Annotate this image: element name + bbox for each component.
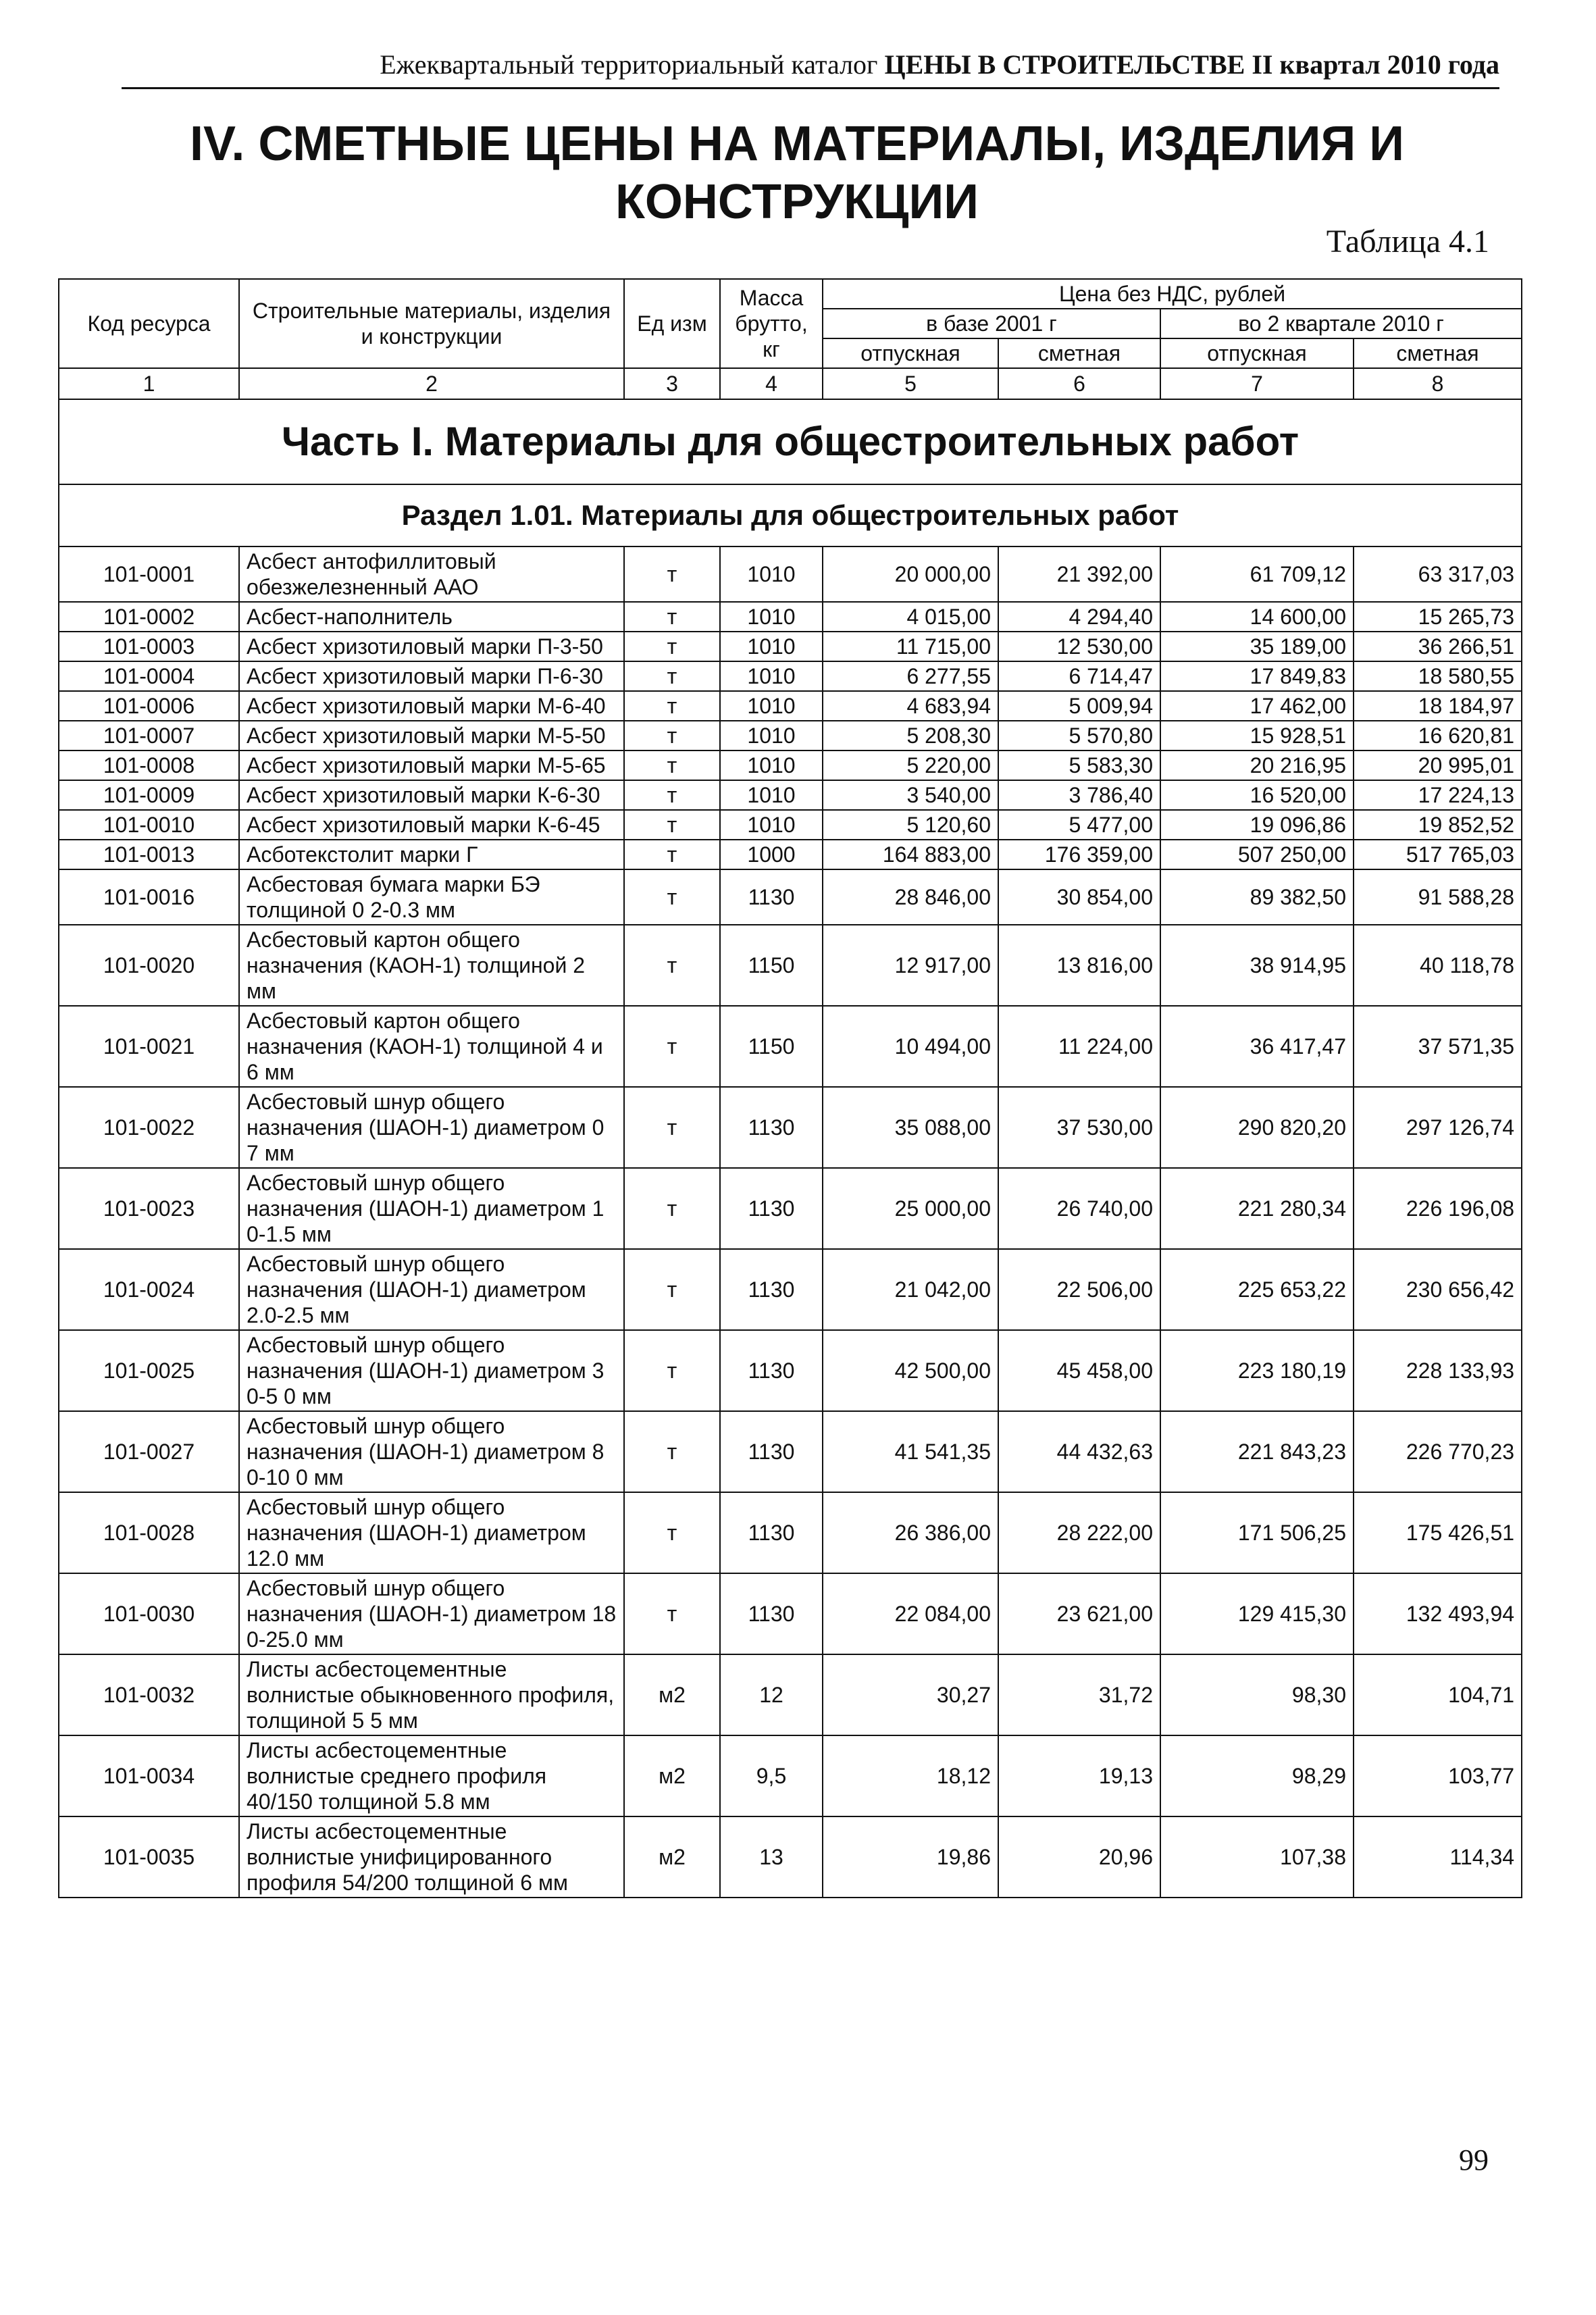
- col-price-header: Цена без НДС, рублей: [823, 279, 1522, 309]
- section-title-line1: IV. СМЕТНЫЕ ЦЕНЫ НА МАТЕРИАЛЫ, ИЗДЕЛИЯ И: [189, 117, 1405, 171]
- current-estimate-price-cell: 17 224,13: [1354, 780, 1522, 810]
- unit-cell: т: [624, 546, 720, 602]
- table-row: [59, 1573, 1522, 1654]
- current-release-price-cell: 171 506,25: [1160, 1492, 1354, 1573]
- mass-cell: 1010: [720, 632, 823, 661]
- base-estimate-price-cell: 30 854,00: [998, 869, 1160, 925]
- current-release-price-cell: 36 417,47: [1160, 1006, 1354, 1087]
- base-release-price-cell: 30,27: [823, 1654, 998, 1735]
- base-estimate-price-cell: 21 392,00: [998, 546, 1160, 602]
- resource-code-cell: 101-0023: [59, 1168, 239, 1249]
- col-unit-header: Ед изм: [624, 279, 720, 368]
- table-label: Таблица 4.1: [1326, 224, 1489, 259]
- table-row: [59, 1087, 1522, 1168]
- current-estimate-price-cell: 37 571,35: [1354, 1006, 1522, 1087]
- table-row: [59, 691, 1522, 721]
- material-name-cell: Листы асбестоцементные волнистые обыкновенного профиля, толщиной 5 5 мм: [239, 1654, 624, 1735]
- mass-cell: 1130: [720, 1168, 823, 1249]
- base-estimate-price-cell: 6 714,47: [998, 661, 1160, 691]
- header-catalog: ЦЕНЫ В СТРОИТЕЛЬСТВЕ II квартал 2010 года: [884, 49, 1499, 80]
- resource-code-cell: 101-0008: [59, 751, 239, 780]
- unit-cell: т: [624, 1573, 720, 1654]
- table-row: [59, 602, 1522, 632]
- unit-cell: т: [624, 925, 720, 1006]
- resource-code-cell: 101-0006: [59, 691, 239, 721]
- mass-cell: 1010: [720, 602, 823, 632]
- base-estimate-price-cell: 23 621,00: [998, 1573, 1160, 1654]
- current-release-price-cell: 223 180,19: [1160, 1330, 1354, 1411]
- table-row: [59, 1411, 1522, 1492]
- base-estimate-price-cell: 5 570,80: [998, 721, 1160, 751]
- current-release-price-cell: 16 520,00: [1160, 780, 1354, 810]
- base-release-price-cell: 10 494,00: [823, 1006, 998, 1087]
- base-release-price-cell: 5 208,30: [823, 721, 998, 751]
- mass-cell: 1150: [720, 1006, 823, 1087]
- resource-code-cell: 101-0024: [59, 1249, 239, 1330]
- table-row: [59, 869, 1522, 925]
- resource-code-cell: 101-0021: [59, 1006, 239, 1087]
- mass-cell: 1130: [720, 1492, 823, 1573]
- unit-cell: т: [624, 1168, 720, 1249]
- column-number: 1: [59, 368, 239, 399]
- current-estimate-price-cell: 104,71: [1354, 1654, 1522, 1735]
- table-row: [59, 751, 1522, 780]
- price-table: [58, 278, 1522, 1898]
- base-estimate-price-cell: 5 477,00: [998, 810, 1160, 840]
- unit-cell: т: [624, 1006, 720, 1087]
- col-current-header: во 2 квартале 2010 г: [1160, 309, 1522, 338]
- running-header: [122, 49, 1499, 89]
- current-estimate-price-cell: 297 126,74: [1354, 1087, 1522, 1168]
- column-number: 2: [239, 368, 624, 399]
- material-name-cell: Асбестовый шнур общего назначения (ШАОН-1) диаметром 2.0-2.5 мм: [239, 1249, 624, 1330]
- unit-cell: т: [624, 721, 720, 751]
- current-estimate-price-cell: 15 265,73: [1354, 602, 1522, 632]
- current-estimate-price-cell: 36 266,51: [1354, 632, 1522, 661]
- table-row: [59, 721, 1522, 751]
- mass-cell: 1010: [720, 546, 823, 602]
- base-release-price-cell: 6 277,55: [823, 661, 998, 691]
- part-heading: Часть I. Материалы для общестроительных работ: [59, 399, 1522, 484]
- current-release-price-cell: 20 216,95: [1160, 751, 1354, 780]
- current-release-price-cell: 38 914,95: [1160, 925, 1354, 1006]
- col-mass-header: Масса брутто, кг: [720, 279, 823, 368]
- section-title: [155, 115, 1439, 231]
- resource-code-cell: 101-0001: [59, 546, 239, 602]
- current-estimate-price-cell: 103,77: [1354, 1735, 1522, 1816]
- unit-cell: т: [624, 1249, 720, 1330]
- unit-cell: т: [624, 810, 720, 840]
- current-estimate-price-cell: 18 580,55: [1354, 661, 1522, 691]
- table-row: [59, 1654, 1522, 1735]
- unit-cell: т: [624, 1330, 720, 1411]
- material-name-cell: Асбест хризотиловый марки М-5-50: [239, 721, 624, 751]
- material-name-cell: Асбестовый картон общего назначения (КАОН-1) толщиной 2 мм: [239, 925, 624, 1006]
- column-numbers-row: [59, 368, 1522, 399]
- material-name-cell: Асбестовый шнур общего назначения (ШАОН-1) диаметром 0 7 мм: [239, 1087, 624, 1168]
- current-release-price-cell: 17 462,00: [1160, 691, 1354, 721]
- base-estimate-price-cell: 5 009,94: [998, 691, 1160, 721]
- resource-code-cell: 101-0004: [59, 661, 239, 691]
- unit-cell: м2: [624, 1816, 720, 1898]
- material-name-cell: Асбест-наполнитель: [239, 602, 624, 632]
- part-heading-row: [59, 399, 1522, 484]
- col-base-header: в базе 2001 г: [823, 309, 1160, 338]
- table-row: [59, 840, 1522, 869]
- mass-cell: 1150: [720, 925, 823, 1006]
- column-number: 4: [720, 368, 823, 399]
- base-release-price-cell: 5 220,00: [823, 751, 998, 780]
- mass-cell: 1130: [720, 1249, 823, 1330]
- base-estimate-price-cell: 176 359,00: [998, 840, 1160, 869]
- resource-code-cell: 101-0002: [59, 602, 239, 632]
- current-release-price-cell: 17 849,83: [1160, 661, 1354, 691]
- unit-cell: т: [624, 780, 720, 810]
- resource-code-cell: 101-0025: [59, 1330, 239, 1411]
- col-base-estimate-header: сметная: [998, 338, 1160, 368]
- current-estimate-price-cell: 114,34: [1354, 1816, 1522, 1898]
- base-release-price-cell: 42 500,00: [823, 1330, 998, 1411]
- base-release-price-cell: 20 000,00: [823, 546, 998, 602]
- current-estimate-price-cell: 91 588,28: [1354, 869, 1522, 925]
- current-release-price-cell: 129 415,30: [1160, 1573, 1354, 1654]
- base-estimate-price-cell: 11 224,00: [998, 1006, 1160, 1087]
- material-name-cell: Асботекстолит марки Г: [239, 840, 624, 869]
- resource-code-cell: 101-0035: [59, 1816, 239, 1898]
- mass-cell: 13: [720, 1816, 823, 1898]
- base-release-price-cell: 35 088,00: [823, 1087, 998, 1168]
- base-release-price-cell: 19,86: [823, 1816, 998, 1898]
- current-estimate-price-cell: 16 620,81: [1354, 721, 1522, 751]
- base-estimate-price-cell: 37 530,00: [998, 1087, 1160, 1168]
- column-number: 5: [823, 368, 998, 399]
- current-estimate-price-cell: 226 196,08: [1354, 1168, 1522, 1249]
- resource-code-cell: 101-0003: [59, 632, 239, 661]
- current-estimate-price-cell: 226 770,23: [1354, 1411, 1522, 1492]
- section-title-line2: КОНСТРУКЦИИ: [615, 175, 979, 229]
- mass-cell: 1130: [720, 1087, 823, 1168]
- base-estimate-price-cell: 45 458,00: [998, 1330, 1160, 1411]
- base-release-price-cell: 28 846,00: [823, 869, 998, 925]
- material-name-cell: Асбестовый шнур общего назначения (ШАОН-1) диаметром 18 0-25.0 мм: [239, 1573, 624, 1654]
- base-estimate-price-cell: 22 506,00: [998, 1249, 1160, 1330]
- resource-code-cell: 101-0020: [59, 925, 239, 1006]
- material-name-cell: Асбест хризотиловый марки П-3-50: [239, 632, 624, 661]
- current-release-price-cell: 19 096,86: [1160, 810, 1354, 840]
- mass-cell: 1010: [720, 661, 823, 691]
- current-release-price-cell: 14 600,00: [1160, 602, 1354, 632]
- base-release-price-cell: 164 883,00: [823, 840, 998, 869]
- base-estimate-price-cell: 4 294,40: [998, 602, 1160, 632]
- base-estimate-price-cell: 20,96: [998, 1816, 1160, 1898]
- table-row: [59, 1492, 1522, 1573]
- material-name-cell: Асбест хризотиловый марки К-6-30: [239, 780, 624, 810]
- table-row: [59, 661, 1522, 691]
- base-release-price-cell: 4 683,94: [823, 691, 998, 721]
- current-release-price-cell: 225 653,22: [1160, 1249, 1354, 1330]
- mass-cell: 1130: [720, 1573, 823, 1654]
- mass-cell: 1000: [720, 840, 823, 869]
- resource-code-cell: 101-0030: [59, 1573, 239, 1654]
- mass-cell: 1010: [720, 751, 823, 780]
- base-estimate-price-cell: 3 786,40: [998, 780, 1160, 810]
- resource-code-cell: 101-0016: [59, 869, 239, 925]
- material-name-cell: Листы асбестоцементные волнистые среднего профиля 40/150 толщиной 5.8 мм: [239, 1735, 624, 1816]
- mass-cell: 9,5: [720, 1735, 823, 1816]
- base-estimate-price-cell: 5 583,30: [998, 751, 1160, 780]
- unit-cell: м2: [624, 1654, 720, 1735]
- current-estimate-price-cell: 228 133,93: [1354, 1330, 1522, 1411]
- current-estimate-price-cell: 517 765,03: [1354, 840, 1522, 869]
- page-number: 99: [1459, 2143, 1489, 2177]
- base-estimate-price-cell: 44 432,63: [998, 1411, 1160, 1492]
- unit-cell: м2: [624, 1735, 720, 1816]
- unit-cell: т: [624, 1087, 720, 1168]
- base-estimate-price-cell: 26 740,00: [998, 1168, 1160, 1249]
- mass-cell: 1010: [720, 780, 823, 810]
- current-estimate-price-cell: 175 426,51: [1354, 1492, 1522, 1573]
- col-cur-estimate-header: сметная: [1354, 338, 1522, 368]
- section-heading-row: [59, 484, 1522, 546]
- col-cur-release-header: отпускная: [1160, 338, 1354, 368]
- table-row: [59, 546, 1522, 602]
- base-estimate-price-cell: 31,72: [998, 1654, 1160, 1735]
- current-release-price-cell: 107,38: [1160, 1816, 1354, 1898]
- current-release-price-cell: 221 280,34: [1160, 1168, 1354, 1249]
- mass-cell: 1130: [720, 869, 823, 925]
- current-estimate-price-cell: 230 656,42: [1354, 1249, 1522, 1330]
- mass-cell: 12: [720, 1654, 823, 1735]
- table-row: [59, 810, 1522, 840]
- unit-cell: т: [624, 869, 720, 925]
- base-release-price-cell: 18,12: [823, 1735, 998, 1816]
- resource-code-cell: 101-0010: [59, 810, 239, 840]
- mass-cell: 1010: [720, 721, 823, 751]
- unit-cell: т: [624, 1492, 720, 1573]
- material-name-cell: Асбест антофиллитовый обезжелезненный ААО: [239, 546, 624, 602]
- base-release-price-cell: 22 084,00: [823, 1573, 998, 1654]
- resource-code-cell: 101-0009: [59, 780, 239, 810]
- resource-code-cell: 101-0027: [59, 1411, 239, 1492]
- material-name-cell: Асбест хризотиловый марки М-5-65: [239, 751, 624, 780]
- resource-code-cell: 101-0028: [59, 1492, 239, 1573]
- table-row: [59, 1735, 1522, 1816]
- column-number: 7: [1160, 368, 1354, 399]
- current-estimate-price-cell: 19 852,52: [1354, 810, 1522, 840]
- current-release-price-cell: 98,29: [1160, 1735, 1354, 1816]
- unit-cell: т: [624, 751, 720, 780]
- current-estimate-price-cell: 18 184,97: [1354, 691, 1522, 721]
- current-release-price-cell: 507 250,00: [1160, 840, 1354, 869]
- col-code-header: Код ресурса: [59, 279, 239, 368]
- base-release-price-cell: 12 917,00: [823, 925, 998, 1006]
- unit-cell: т: [624, 691, 720, 721]
- current-release-price-cell: 89 382,50: [1160, 869, 1354, 925]
- base-release-price-cell: 3 540,00: [823, 780, 998, 810]
- base-release-price-cell: 21 042,00: [823, 1249, 998, 1330]
- current-estimate-price-cell: 63 317,03: [1354, 546, 1522, 602]
- current-estimate-price-cell: 40 118,78: [1354, 925, 1522, 1006]
- unit-cell: т: [624, 840, 720, 869]
- table-row: [59, 780, 1522, 810]
- material-name-cell: Асбестовый шнур общего назначения (ШАОН-1) диаметром 12.0 мм: [239, 1492, 624, 1573]
- column-number: 3: [624, 368, 720, 399]
- base-estimate-price-cell: 13 816,00: [998, 925, 1160, 1006]
- base-estimate-price-cell: 19,13: [998, 1735, 1160, 1816]
- material-name-cell: Асбестовый шнур общего назначения (ШАОН-1) диаметром 1 0-1.5 мм: [239, 1168, 624, 1249]
- base-release-price-cell: 5 120,60: [823, 810, 998, 840]
- current-estimate-price-cell: 132 493,94: [1354, 1573, 1522, 1654]
- base-release-price-cell: 11 715,00: [823, 632, 998, 661]
- material-name-cell: Асбест хризотиловый марки П-6-30: [239, 661, 624, 691]
- table-row: [59, 1006, 1522, 1087]
- resource-code-cell: 101-0022: [59, 1087, 239, 1168]
- mass-cell: 1130: [720, 1411, 823, 1492]
- col-base-release-header: отпускная: [823, 338, 998, 368]
- section-heading: Раздел 1.01. Материалы для общестроительных работ: [59, 484, 1522, 546]
- material-name-cell: Асбестовая бумага марки БЭ толщиной 0 2-0.3 мм: [239, 869, 624, 925]
- current-release-price-cell: 61 709,12: [1160, 546, 1354, 602]
- mass-cell: 1130: [720, 1330, 823, 1411]
- mass-cell: 1010: [720, 810, 823, 840]
- current-release-price-cell: 15 928,51: [1160, 721, 1354, 751]
- current-release-price-cell: 98,30: [1160, 1654, 1354, 1735]
- material-name-cell: Асбестовый картон общего назначения (КАОН-1) толщиной 4 и 6 мм: [239, 1006, 624, 1087]
- base-estimate-price-cell: 28 222,00: [998, 1492, 1160, 1573]
- table-row: [59, 1249, 1522, 1330]
- current-release-price-cell: 290 820,20: [1160, 1087, 1354, 1168]
- table-row: [59, 1330, 1522, 1411]
- unit-cell: т: [624, 1411, 720, 1492]
- header-prefix: Ежеквартальный территориальный каталог: [380, 49, 878, 80]
- unit-cell: т: [624, 661, 720, 691]
- table-row: [59, 1816, 1522, 1898]
- mass-cell: 1010: [720, 691, 823, 721]
- base-release-price-cell: 41 541,35: [823, 1411, 998, 1492]
- resource-code-cell: 101-0034: [59, 1735, 239, 1816]
- column-number: 6: [998, 368, 1160, 399]
- table-row: [59, 632, 1522, 661]
- resource-code-cell: 101-0013: [59, 840, 239, 869]
- table-row: [59, 1168, 1522, 1249]
- material-name-cell: Асбест хризотиловый марки К-6-45: [239, 810, 624, 840]
- resource-code-cell: 101-0032: [59, 1654, 239, 1735]
- col-name-header: Строительные материалы, изделия и конструкции: [239, 279, 624, 368]
- unit-cell: т: [624, 632, 720, 661]
- material-name-cell: Листы асбестоцементные волнистые унифицированного профиля 54/200 толщиной 6 мм: [239, 1816, 624, 1898]
- unit-cell: т: [624, 602, 720, 632]
- current-estimate-price-cell: 20 995,01: [1354, 751, 1522, 780]
- material-name-cell: Асбест хризотиловый марки М-6-40: [239, 691, 624, 721]
- base-estimate-price-cell: 12 530,00: [998, 632, 1160, 661]
- material-name-cell: Асбестовый шнур общего назначения (ШАОН-1) диаметром 3 0-5 0 мм: [239, 1330, 624, 1411]
- resource-code-cell: 101-0007: [59, 721, 239, 751]
- table-row: [59, 925, 1522, 1006]
- base-release-price-cell: 25 000,00: [823, 1168, 998, 1249]
- column-number: 8: [1354, 368, 1522, 399]
- table-body: [59, 399, 1522, 1898]
- current-release-price-cell: 35 189,00: [1160, 632, 1354, 661]
- base-release-price-cell: 26 386,00: [823, 1492, 998, 1573]
- material-name-cell: Асбестовый шнур общего назначения (ШАОН-1) диаметром 8 0-10 0 мм: [239, 1411, 624, 1492]
- base-release-price-cell: 4 015,00: [823, 602, 998, 632]
- current-release-price-cell: 221 843,23: [1160, 1411, 1354, 1492]
